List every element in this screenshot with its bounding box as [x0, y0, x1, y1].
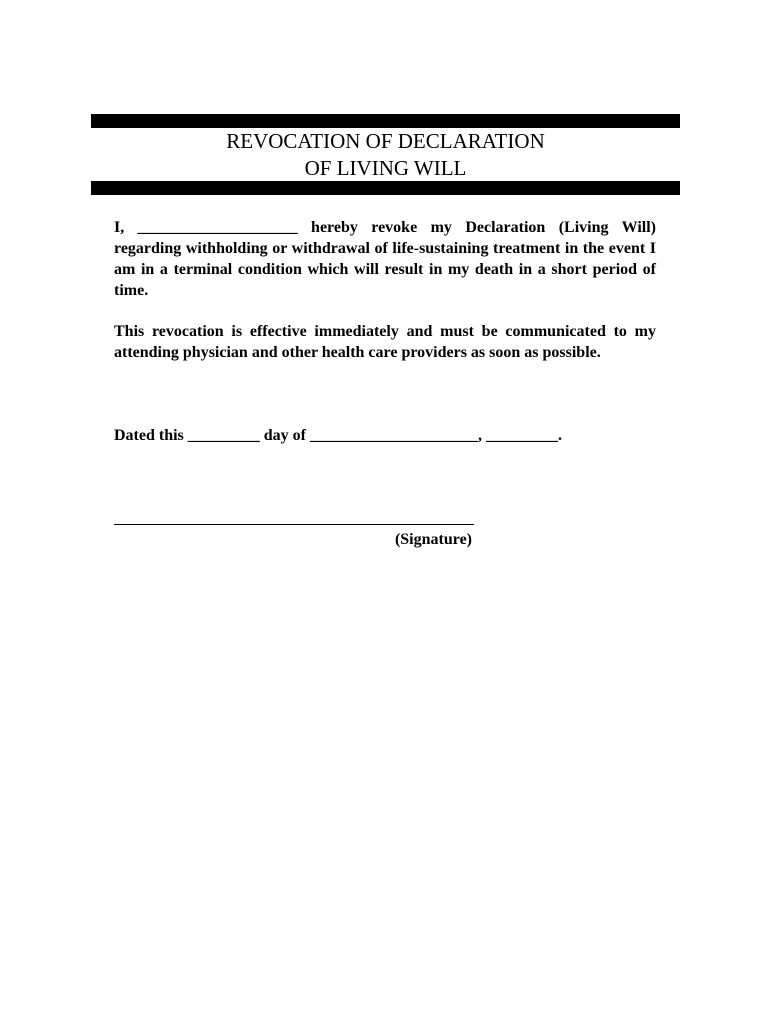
title-line-2: OF LIVING WILL [304, 156, 467, 180]
bottom-rule [91, 181, 680, 195]
top-rule [91, 114, 680, 128]
revocation-paragraph: I, ____________________ hereby revoke my Declaration (Living Will) regarding withholding or withdrawal of life-sustaining treatment in the event I am in a terminal condition which will result in my death in a short period of time. [114, 219, 656, 299]
signature-line [114, 524, 474, 525]
signature-label: (Signature) [394, 531, 472, 548]
effective-paragraph: This revocation is effective immediately and must be communicated to my attending physician and other health care providers as soon as possible. [114, 323, 656, 361]
dated-line: Dated this _________ day of _____________________, _________. [114, 427, 563, 444]
title-line-1: REVOCATION OF DECLARATION [226, 129, 545, 153]
document-title [91, 128, 680, 182]
